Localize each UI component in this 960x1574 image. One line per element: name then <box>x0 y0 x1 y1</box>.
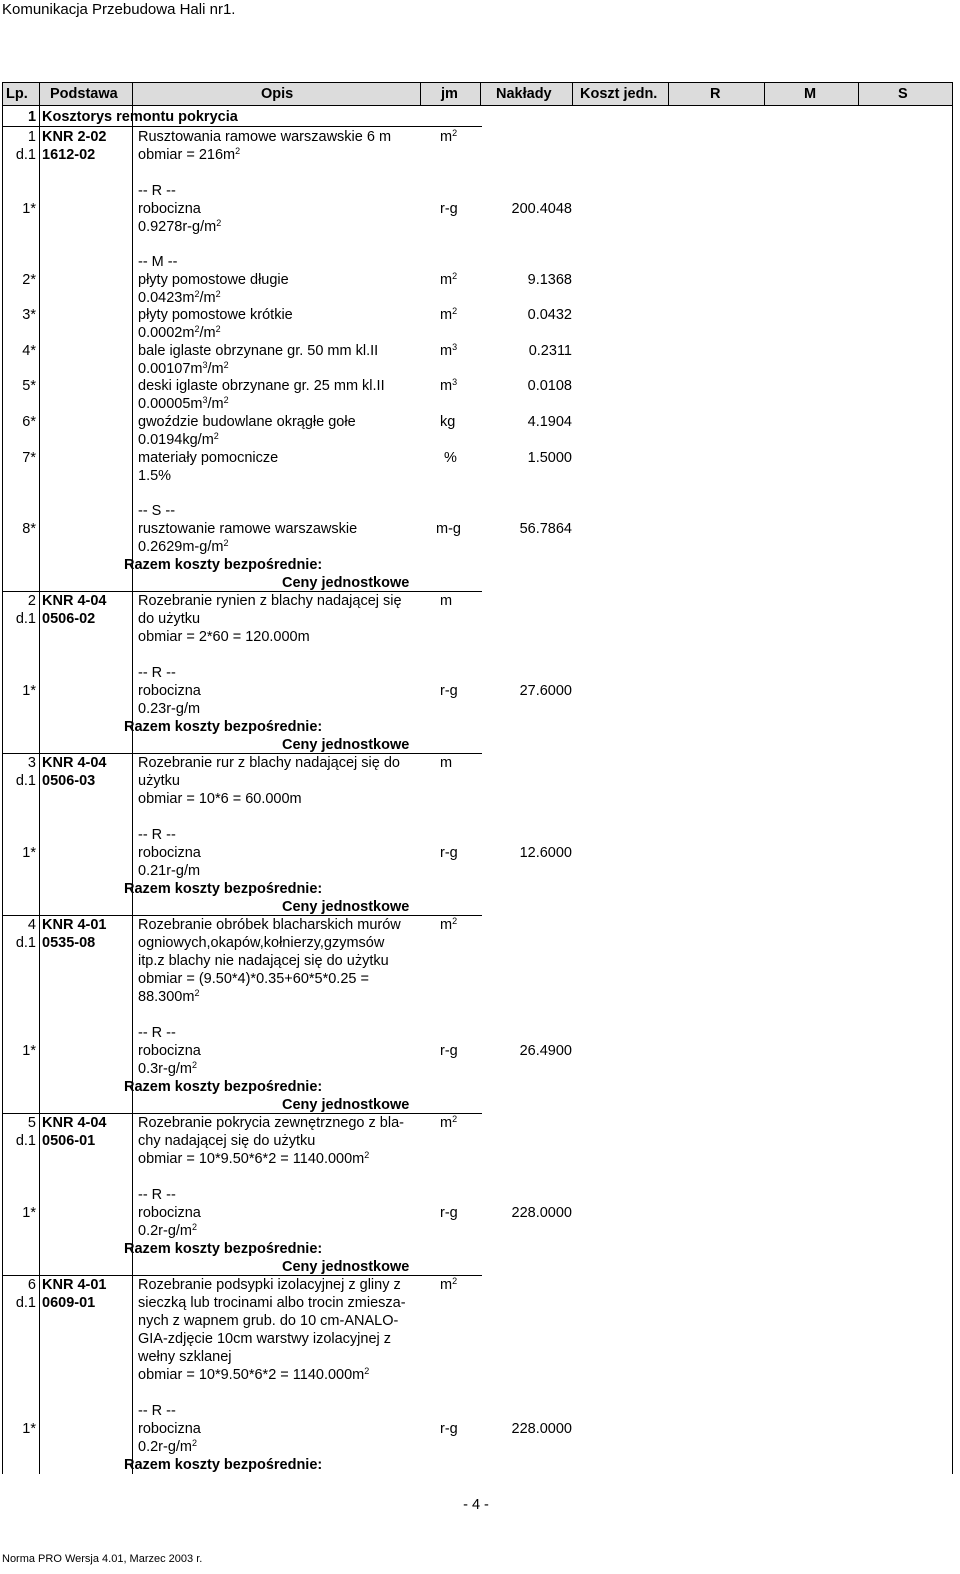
resource-qty: 56.7864 <box>519 521 572 537</box>
item-jm: $m^2$ <box>440 128 458 145</box>
header-col-sep <box>668 82 669 106</box>
header-koszt: Koszt jedn. <box>580 86 658 102</box>
resource-norm: $0.0002m^2/m^2$ <box>138 324 221 341</box>
resource-name: robocizna <box>138 1205 201 1221</box>
item-description: Rozebranie rynien z blachy nadającej się <box>138 593 402 609</box>
item-description: nych z wapnem grub. do 10 cm-ANALO- <box>138 1313 399 1329</box>
header-naklady: Nakłady <box>496 86 552 102</box>
header-col-sep <box>420 82 421 106</box>
resource-jm: r-g <box>440 845 458 861</box>
section-number: 1 <box>28 109 37 125</box>
resource-jm: % <box>444 450 457 466</box>
resource-norm: 0.21r-g/m <box>138 863 201 879</box>
item-number: 6 <box>27 1277 36 1293</box>
header-col-sep <box>858 82 859 106</box>
resource-lp: 4* <box>22 343 36 359</box>
resource-norm: 1.5% <box>138 468 172 484</box>
col-sep-2 <box>132 82 133 1474</box>
header-lp: Lp. <box>6 86 28 102</box>
item-description: wełny szklanej <box>138 1349 232 1365</box>
footer-text: Norma PRO Wersja 4.01, Marzec 2003 r. <box>2 1553 203 1565</box>
resource-lp: 2* <box>22 272 36 288</box>
item-code-number: 1612-02 <box>42 147 96 163</box>
resource-norm: $0.3r-g/m^2$ <box>138 1060 198 1077</box>
item-obmiar: obmiar = $10*9.50*6*2 = 1140.000m^2$ <box>138 1366 370 1383</box>
header-m: M <box>804 86 817 102</box>
group-r-label: -- R -- <box>138 827 176 843</box>
item-jm: $m^2$ <box>440 916 458 933</box>
item-description: Rozebranie rur z blachy nadającej się do <box>138 755 400 771</box>
item-code-number: 0535-08 <box>42 935 96 951</box>
resource-jm: r-g <box>440 201 458 217</box>
resource-lp: 5* <box>22 378 36 394</box>
item-jm: $m^2$ <box>440 1276 458 1293</box>
group-r-label: -- R -- <box>138 183 176 199</box>
resource-lp: 8* <box>22 521 36 537</box>
item-description: obmiar = (9.50*4)*0.35+60*5*0.25 = <box>138 971 369 987</box>
resource-name: bale iglaste obrzynane gr. 50 mm kl.II <box>138 343 379 359</box>
item-description: do użytku <box>138 611 201 627</box>
razem-label: Razem koszty bezpośrednie: <box>124 1241 323 1257</box>
resource-norm: $0.00005m^3/m^2$ <box>138 395 229 412</box>
resource-qty: 12.6000 <box>519 845 572 861</box>
header-col-sep <box>764 82 765 106</box>
header-jm: jm <box>441 86 458 102</box>
resource-norm: $0.0423m^2/m^2$ <box>138 289 221 306</box>
item-dnum: d.1 <box>15 773 36 789</box>
resource-jm: r-g <box>440 683 458 699</box>
item-description: sieczką lub trocinami albo trocin zmiesza- <box>138 1295 406 1311</box>
razem-label: Razem koszty bezpośrednie: <box>124 1457 323 1473</box>
table-top-border <box>2 82 953 83</box>
resource-jm: r-g <box>440 1205 458 1221</box>
resource-qty: 26.4900 <box>519 1043 572 1059</box>
section-title: Kosztorys remontu pokrycia <box>42 109 238 125</box>
item-dnum: d.1 <box>15 1133 36 1149</box>
header-opis: Opis <box>261 86 294 102</box>
item-code-number: 0506-01 <box>42 1133 96 1149</box>
item-description: Rozebranie podsypki izolacyjnej z gliny z <box>138 1277 401 1293</box>
resource-jm: r-g <box>440 1421 458 1437</box>
item-description: Rusztowania ramowe warszawskie 6 m <box>138 129 392 145</box>
item-jm: m <box>440 593 453 609</box>
resource-norm: $0.2r-g/m^2$ <box>138 1438 198 1455</box>
item-number: 2 <box>27 593 36 609</box>
item-code: KNR 4-01 <box>42 917 107 933</box>
resource-qty: 4.1904 <box>527 414 572 430</box>
header-s: S <box>898 86 908 102</box>
item-description: użytku <box>138 773 180 789</box>
header-r: R <box>710 86 721 102</box>
resource-jm: m-g <box>436 521 461 537</box>
resource-norm: $0.2r-g/m^2$ <box>138 1222 198 1239</box>
item-number: 4 <box>27 917 36 933</box>
resource-lp: 3* <box>22 307 36 323</box>
item-description: Rozebranie pokrycia zewnętrznego z bla- <box>138 1115 404 1131</box>
item-jm: $m^2$ <box>440 1114 458 1131</box>
table-right-border <box>952 82 953 1474</box>
resource-norm: $0.2629m-g/m^2$ <box>138 538 229 555</box>
page-number: - 4 - <box>463 1497 489 1513</box>
razem-label: Razem koszty bezpośrednie: <box>124 1079 323 1095</box>
resource-jm: $m^2$ <box>440 271 458 288</box>
resource-name: robocizna <box>138 683 201 699</box>
header-col-sep <box>480 82 481 106</box>
razem-label: Razem koszty bezpośrednie: <box>124 881 323 897</box>
resource-norm: $0.00107m^3/m^2$ <box>138 360 229 377</box>
ceny-label: Ceny jednostkowe <box>282 575 410 591</box>
resource-name: materiały pomocnicze <box>138 450 279 466</box>
resource-qty: 9.1368 <box>527 272 572 288</box>
group-r-label: -- R -- <box>138 1403 176 1419</box>
col-sep-1 <box>39 82 40 1474</box>
table-header-bottom <box>2 105 953 106</box>
resource-qty: 0.0108 <box>527 378 572 394</box>
group-s-label: -- S -- <box>138 503 176 519</box>
item-description: Rozebranie obróbek blacharskich murów <box>138 917 401 933</box>
resource-qty: 0.2311 <box>528 343 572 359</box>
group-r-label: -- R -- <box>138 665 176 681</box>
item-description: ogniowych,okapów,kołnierzy,gzymsów <box>138 935 385 951</box>
item-code-number: 0506-03 <box>42 773 96 789</box>
ceny-label: Ceny jednostkowe <box>282 1097 410 1113</box>
resource-qty: 0.0432 <box>527 307 572 323</box>
item-dnum: d.1 <box>15 935 36 951</box>
item-code: KNR 4-04 <box>42 593 107 609</box>
resource-norm: $0.0194kg/m^2$ <box>138 431 219 448</box>
item-code: KNR 2-02 <box>42 129 107 145</box>
item-number: 1 <box>27 129 36 145</box>
resource-lp: 7* <box>22 450 36 466</box>
item-code: KNR 4-04 <box>42 755 107 771</box>
ceny-label: Ceny jednostkowe <box>282 1259 410 1275</box>
resource-qty: 27.6000 <box>519 683 572 699</box>
header-podstawa: Podstawa <box>50 86 118 102</box>
item-description: chy nadającej się do użytku <box>138 1133 316 1149</box>
resource-lp: 1* <box>22 1205 36 1221</box>
group-r-label: -- R -- <box>138 1187 176 1203</box>
item-description: itp.z blachy nie nadającej się do użytku <box>138 953 389 969</box>
resource-jm: $m^3$ <box>440 342 458 359</box>
item-obmiar: obmiar = 10*6 = 60.000m <box>138 791 302 807</box>
item-obmiar: obmiar = 2*60 = 120.000m <box>138 629 310 645</box>
resource-lp: 1* <box>22 1421 36 1437</box>
item-dnum: d.1 <box>15 611 36 627</box>
resource-norm: 0.23r-g/m <box>138 701 201 717</box>
resource-lp: 1* <box>22 683 36 699</box>
section-divider <box>2 126 482 127</box>
item-code: KNR 4-01 <box>42 1277 107 1293</box>
item-dnum: d.1 <box>15 147 36 163</box>
resource-name: płyty pomostowe długie <box>138 272 289 288</box>
resource-lp: 1* <box>22 201 36 217</box>
item-obmiar: obmiar = $10*9.50*6*2 = 1140.000m^2$ <box>138 1150 370 1167</box>
group-m-label: -- M -- <box>138 254 178 270</box>
item-obmiar: $88.300m^2$ <box>138 988 200 1005</box>
ceny-label: Ceny jednostkowe <box>282 899 410 915</box>
resource-name: robocizna <box>138 1043 201 1059</box>
item-jm: m <box>440 755 453 771</box>
group-r-label: -- R -- <box>138 1025 176 1041</box>
item-code-number: 0506-02 <box>42 611 96 627</box>
resource-name: robocizna <box>138 201 201 217</box>
resource-jm: $m^3$ <box>440 377 458 394</box>
resource-name: robocizna <box>138 1421 201 1437</box>
resource-qty: 1.5000 <box>527 450 572 466</box>
resource-jm: kg <box>440 414 456 430</box>
resource-qty: 228.0000 <box>511 1421 572 1437</box>
resource-jm: $m^2$ <box>440 306 458 323</box>
ceny-label: Ceny jednostkowe <box>282 737 410 753</box>
item-description: GIA-zdjęcie 10cm warstwy izolacyjnej z <box>138 1331 392 1347</box>
resource-qty: 200.4048 <box>511 201 572 217</box>
item-code-number: 0609-01 <box>42 1295 96 1311</box>
resource-jm: r-g <box>440 1043 458 1059</box>
header-col-sep <box>572 82 573 106</box>
resource-lp: 1* <box>22 845 36 861</box>
item-obmiar: obmiar = $216m^2$ <box>138 146 241 163</box>
page-title: Komunikacja Przebudowa Hali nr1. <box>2 1 236 18</box>
resource-name: gwoździe budowlane okrągłe gołe <box>138 414 356 430</box>
item-number: 5 <box>27 1115 36 1131</box>
razem-label: Razem koszty bezpośrednie: <box>124 557 323 573</box>
resource-lp: 6* <box>22 414 36 430</box>
item-code: KNR 4-04 <box>42 1115 107 1131</box>
resource-name: płyty pomostowe krótkie <box>138 307 293 323</box>
item-number: 3 <box>27 755 36 771</box>
resource-qty: 228.0000 <box>511 1205 572 1221</box>
item-dnum: d.1 <box>15 1295 36 1311</box>
resource-name: rusztowanie ramowe warszawskie <box>138 521 358 537</box>
resource-lp: 1* <box>22 1043 36 1059</box>
resource-norm: $0.9278r-g/m^2$ <box>138 218 222 235</box>
razem-label: Razem koszty bezpośrednie: <box>124 719 323 735</box>
resource-name: deski iglaste obrzynane gr. 25 mm kl.II <box>138 378 385 394</box>
resource-name: robocizna <box>138 845 201 861</box>
